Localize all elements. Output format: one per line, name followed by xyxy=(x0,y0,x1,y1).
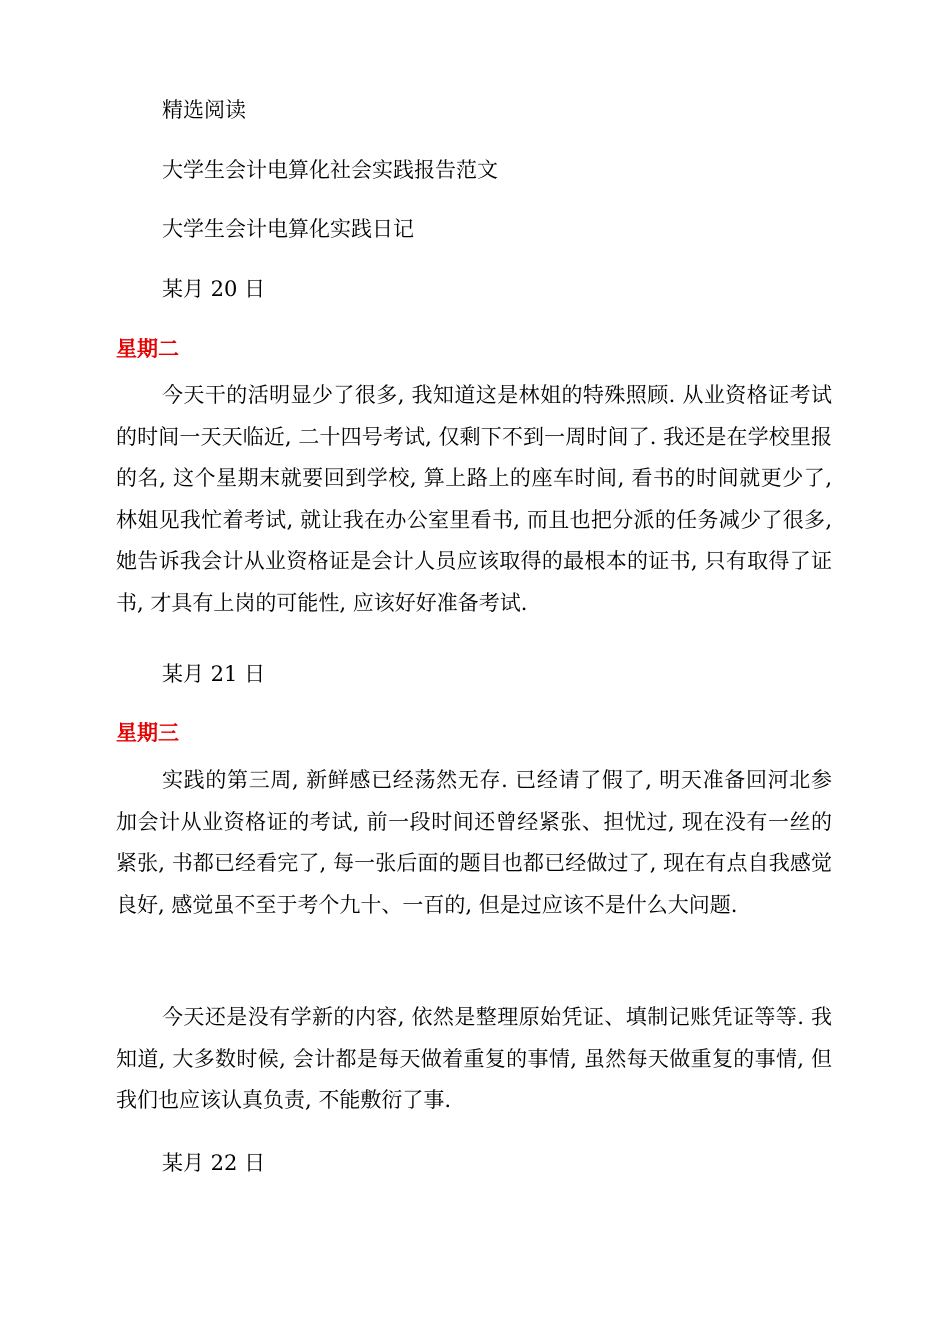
entry-paragraph: 今天还是没有学新的内容, 依然是整理原始凭证、填制记账凭证等等. 我知道, 大多数时候, 会计都是每天做着重复的事情, 虽然每天做重复的事情, 但我们也应该认真负责, 不能敷衍了事. xyxy=(116,1005,832,1112)
related-article-title: 大学生会计电算化社会实践报告范文 xyxy=(162,158,498,182)
entry-date: 某月 22 日 xyxy=(162,1151,266,1175)
featured-reading-label: 精选阅读 xyxy=(162,98,246,122)
document-title: 大学生会计电算化实践日记 xyxy=(162,217,414,241)
entry-paragraph: 实践的第三周, 新鲜感已经荡然无存. 已经请了假了, 明天准备回河北参加会计从业资格证的考试, 前一段时间还曾经紧张、担忧过, 现在没有一丝的紧张, 书都已经看完了, 每一张后面的题目也都已经做过了, 现在有点自我感觉良好, 感觉虽不至于考个九十、一百的, 但是过应该不是什么大问题. xyxy=(116,768,832,917)
entry-weekday-heading: 星期二 xyxy=(116,337,179,361)
entry-weekday-heading: 星期三 xyxy=(116,721,179,745)
entry-paragraph: 今天干的活明显少了很多, 我知道这是林姐的特殊照顾. 从业资格证考试的时间一天天临近, 二十四号考试, 仅剩下不到一周时间了. 我还是在学校里报的名, 这个星期末就要回到学校, 算上路上的座车时间, 看书的时间就更少了, 林姐见我忙着考试, 就让我在办公室里看书, 而且也把分派的任务减少了很多, 她告诉我会计从业资格证是会计人员应该取得的最根本的证书, 只有取得了证书, 才具有上岗的可能性, 应该好好准备考试. xyxy=(116,383,832,615)
entry-date: 某月 21 日 xyxy=(162,662,266,686)
entry-date: 某月 20 日 xyxy=(162,277,266,301)
